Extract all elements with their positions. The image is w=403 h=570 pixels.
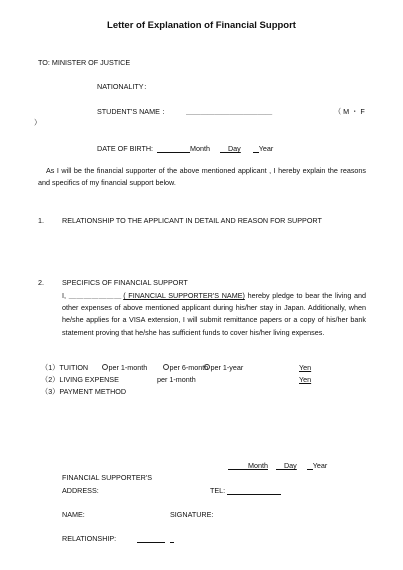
- sig-month-label: Month: [248, 461, 268, 470]
- tuition-option-1year[interactable]: per 1-year: [204, 363, 243, 372]
- dob-month-blank[interactable]: [157, 144, 190, 153]
- intro-paragraph: As I will be the financial supporter of the above mentioned applicant , I hereby explain the reasons and specifics of my financial support below.: [38, 166, 366, 188]
- gender-options[interactable]: （ M ・ F: [334, 107, 365, 116]
- tel-label: TEL:: [210, 486, 226, 495]
- tuition-option-1month[interactable]: per 1-month: [102, 363, 147, 372]
- signature-date-field[interactable]: [228, 461, 327, 470]
- pledge-body: hereby pledge to bear the living and other expenses of above mentioned applicant during his/her stay in Japan. Additionally, when he/she applies for a VISA extension, I will submit remittance papers or a copy of his/her bank statement proving that he/she has sufficient funds to cover his/her living expenses.: [62, 291, 367, 337]
- sig-day-label: Day: [283, 461, 297, 470]
- addressee-line: TO: MINISTER OF JUSTICE: [38, 58, 131, 67]
- radio-icon: [163, 364, 169, 370]
- pledge-prefix: I,: [62, 291, 66, 300]
- relationship-label: RELATIONSHIP:: [62, 534, 117, 543]
- student-name-field[interactable]: ＿ ＿ ＿ ＿ ＿ ＿ ＿ ＿ ＿ ＿ ＿ ＿: [186, 107, 272, 116]
- relationship-field-end: [170, 534, 174, 543]
- nationality-label: NATIONALITY：: [97, 82, 151, 91]
- living-expense-label: （2）LIVING EXPENSE: [41, 375, 119, 384]
- signature-label: SIGNATURE:: [170, 510, 214, 519]
- student-name-label: STUDENT'S NAME ：: [97, 107, 170, 116]
- sig-day-blank[interactable]: [276, 461, 284, 470]
- living-expense-currency: Yen: [299, 375, 312, 384]
- relationship-field[interactable]: [137, 534, 165, 543]
- sig-year-label: Year: [312, 461, 328, 470]
- tuition-option-6month[interactable]: per 6-month: [163, 363, 208, 372]
- supporter-name-placeholder: ( FINANCIAL SUPPORTER'S NAME): [123, 291, 245, 300]
- pledge-paragraph: [62, 290, 366, 339]
- tuition-currency: Yen: [299, 363, 312, 372]
- supporter-name-blank[interactable]: ＿ ＿ ＿ ＿ ＿ ＿ ＿: [68, 291, 121, 300]
- section2-heading: SPECIFICS OF FINANCIAL SUPPORT: [62, 278, 188, 287]
- section2-number: 2.: [38, 278, 44, 287]
- supporter-heading: FINANCIAL SUPPORTER'S: [62, 473, 153, 482]
- dob-year-label: Year: [258, 144, 274, 153]
- dob-label: DATE OF BIRTH:: [97, 144, 154, 153]
- name-label: NAME:: [62, 510, 85, 519]
- sig-month-blank[interactable]: [228, 461, 248, 470]
- dob-day-blank[interactable]: [220, 144, 228, 153]
- dob-month-label: Month: [190, 144, 210, 153]
- radio-icon: [102, 364, 108, 370]
- living-expense-option[interactable]: per 1-month: [157, 375, 196, 384]
- address-label: ADDRESS:: [62, 486, 99, 495]
- tuition-label: （1）TUITION: [41, 363, 89, 372]
- document-title: Letter of Explanation of Financial Support: [107, 20, 296, 31]
- radio-icon: [204, 364, 210, 370]
- payment-method-label: （3）PAYMENT METHOD: [41, 387, 127, 396]
- dob-day-label: Day: [227, 144, 241, 153]
- tel-field[interactable]: [227, 486, 281, 495]
- dob-field[interactable]: [157, 144, 273, 153]
- gender-close-paren: ）: [34, 118, 42, 127]
- section1-heading: RELATIONSHIP TO THE APPLICANT IN DETAIL AND REASON FOR SUPPORT: [62, 216, 322, 225]
- section1-number: 1.: [38, 216, 44, 225]
